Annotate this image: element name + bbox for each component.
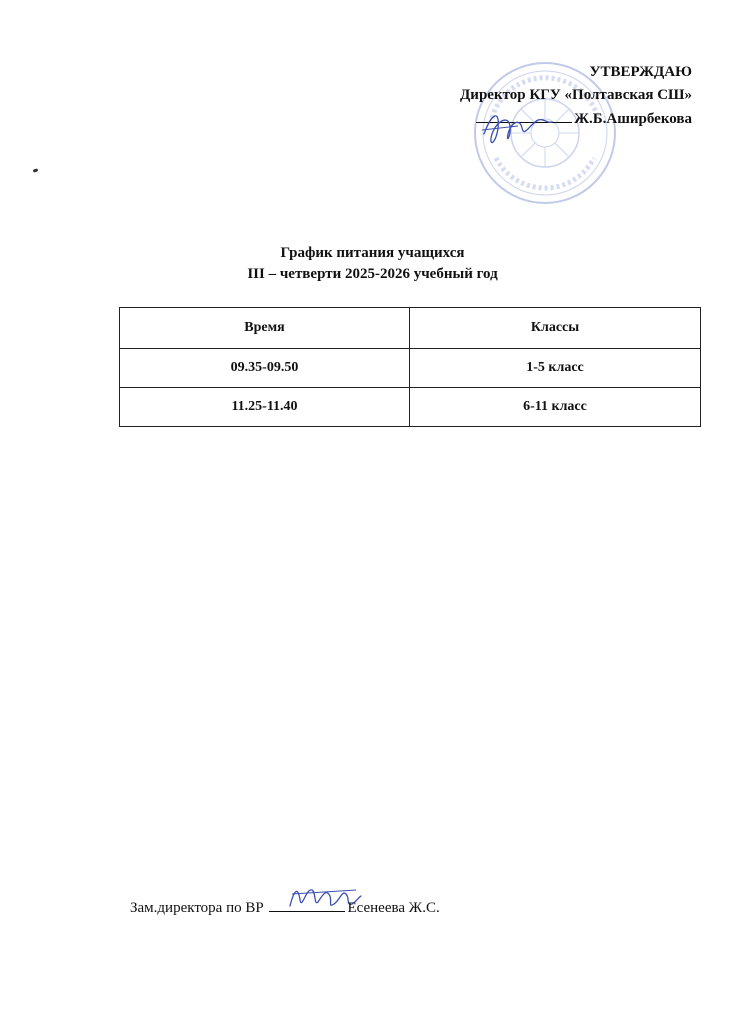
footer-name: Есенеева Ж.С. (347, 900, 440, 916)
table-row (120, 349, 701, 388)
table-row (120, 388, 701, 427)
approval-heading: УТВЕРЖДАЮ (589, 64, 692, 80)
title-line-1: График питания учащихся (280, 245, 465, 261)
header-time: Время (120, 308, 410, 349)
cell-classes: 1-5 класс (410, 349, 701, 388)
document-title (0, 243, 745, 285)
meal-schedule-table (119, 307, 701, 427)
title-line-2: III – четверти 2025-2026 учебный год (247, 266, 498, 282)
footer-position: Зам.директора по ВР (130, 900, 264, 916)
scan-speck (33, 168, 39, 173)
header-classes: Классы (410, 308, 701, 349)
approval-position: Директор КГУ «Полтавская СШ» (459, 87, 692, 103)
cell-time: 09.35-09.50 (120, 349, 410, 388)
table-header-row (120, 308, 701, 349)
cell-classes: 6-11 класс (410, 388, 701, 427)
cell-time: 11.25-11.40 (120, 388, 410, 427)
director-signature (478, 104, 558, 150)
approval-name: Ж.Б.Аширбекова (574, 111, 692, 127)
footer-signature-row (130, 899, 440, 917)
footer-signature-line (269, 899, 345, 912)
